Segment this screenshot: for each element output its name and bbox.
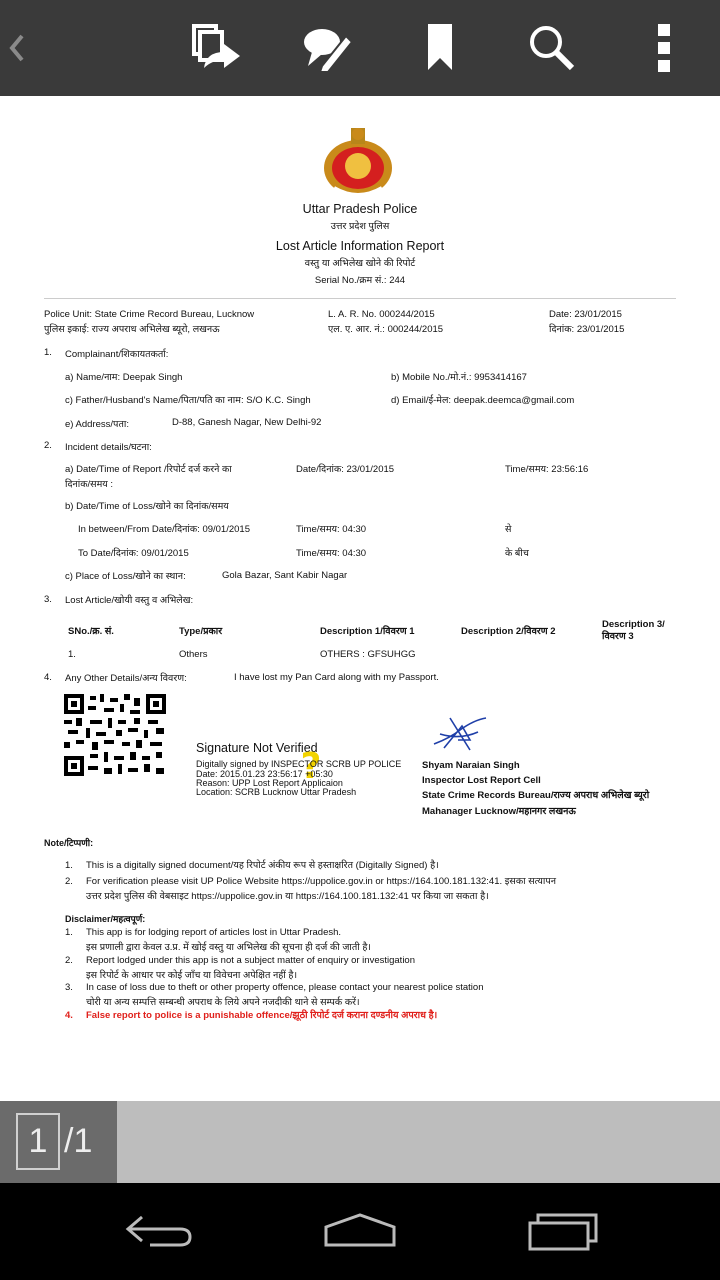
- note-item-line: उत्तर प्रदेश पुलिस की वेबसाइट https://uppolice.gov.in या https://164.100.181.132:41 पर किया जा सकता है।: [86, 891, 489, 902]
- note-item-line: This is a digitally signed document/यह रिपोर्ट अंकीय रूप से हस्ताक्षरित (Digitally Signed) है।: [86, 860, 439, 871]
- section-number: 2.: [44, 440, 52, 451]
- loss-time-label: b) Date/Time of Loss/खोने का दिनांक/समय: [65, 501, 229, 512]
- note-item-number: 2.: [65, 876, 73, 887]
- total-pages: /1: [64, 1122, 93, 1160]
- header-divider: [44, 298, 676, 299]
- org-name-en: Uttar Pradesh Police: [302, 202, 418, 216]
- back-arrow-icon[interactable]: [120, 1205, 200, 1255]
- disclaimer-heading: Disclaimer/महत्वपूर्ण:: [65, 914, 146, 924]
- section-number: 4.: [44, 672, 52, 683]
- table-cell-type: Others: [179, 649, 208, 660]
- report-time-value: Time/समय: 23:56:16: [505, 464, 589, 475]
- address-label: e) Address/पता:: [65, 419, 129, 430]
- police-unit-hi: पुलिस इकाई: राज्य अपराध अभिलेख ब्यूरो, लखनऊ: [44, 324, 220, 335]
- false-report-warning: False report to police is a punishable offence/झूठी रिपोर्ट दर्ज कराना दण्डनीय अपराध है।: [86, 1010, 438, 1021]
- serial-number: Serial No./क्रम सं.: 244: [314, 275, 406, 286]
- disclaimer-item-line: इस रिपोर्ट के आधार पर कोई जाँच या विवेचना अपेक्षित नहीं है।: [86, 970, 298, 981]
- page-indicator[interactable]: [0, 1101, 117, 1183]
- page-thumbnail-strip[interactable]: [0, 1101, 720, 1183]
- report-date-value: Date/दिनांक: 23/01/2015: [296, 464, 395, 475]
- officer-department: State Crime Records Bureau/राज्य अपराध अभिलेख ब्यूरो: [422, 790, 650, 801]
- signature-signed-by: Digitally signed by INSPECTOR SCRB UP POLICE: [196, 759, 402, 769]
- loss-from-time: Time/समय: 04:30: [296, 524, 367, 535]
- table-header-desc1: Description 1/विवरण 1: [320, 626, 415, 637]
- other-details-label: Any Other Details/अन्य विवरण:: [65, 673, 187, 684]
- search-icon[interactable]: [526, 22, 578, 74]
- complainant-father: c) Father/Husband's Name/पिता/पति का नाम: S/O K.C. Singh: [65, 395, 311, 406]
- share-document-icon[interactable]: [190, 22, 242, 74]
- disclaimer-item-line: Report lodged under this app is not a subject matter of enquiry or investigation: [86, 955, 415, 966]
- section-number: 1.: [44, 347, 52, 358]
- complainant-heading: Complainant/शिकायतकर्ता:: [65, 349, 169, 360]
- document-page: [0, 96, 720, 1101]
- note-item-line: For verification please visit UP Police Website https://uppolice.gov.in or https://164.100.181.132:41. इसका सत्यापन: [86, 876, 557, 887]
- disclaimer-item-number: 1.: [65, 927, 73, 938]
- note-item-number: 1.: [65, 860, 73, 871]
- annotate-comment-icon[interactable]: [302, 22, 354, 74]
- svg-text:?: ?: [300, 746, 322, 784]
- disclaimer-item-number: 3.: [65, 982, 73, 993]
- disclaimer-item-line: This app is for lodging report of articles lost in Uttar Pradesh.: [86, 927, 342, 938]
- report-date-hi: दिनांक: 23/01/2015: [549, 324, 625, 335]
- officer-title: Inspector Lost Report Cell: [422, 775, 541, 786]
- table-header-desc2: Description 2/विवरण 2: [461, 626, 556, 637]
- loss-from-suffix: से: [505, 524, 512, 535]
- report-title-hi: वस्तु या अभिलेख खोने की रिपोर्ट: [304, 258, 416, 269]
- qr-code-icon: [64, 694, 166, 776]
- signature-date: Date: 2015.01.23 23:56:17 +05:30: [196, 769, 333, 779]
- bookmark-icon[interactable]: [414, 22, 466, 74]
- section-number: 3.: [44, 594, 52, 605]
- table-cell-desc1: OTHERS : GFSUHGG: [320, 649, 416, 660]
- disclaimer-item-number: 2.: [65, 955, 73, 966]
- police-unit-en: Police Unit: State Crime Record Bureau, Lucknow: [44, 309, 255, 320]
- other-details-value: I have lost my Pan Card along with my Passport.: [234, 672, 439, 683]
- table-header-sno: SNo./क्र. सं.: [68, 626, 114, 637]
- officer-location: Mahanager Lucknow/महानगर लखनऊ: [422, 806, 576, 817]
- loss-to-time: Time/समय: 04:30: [296, 548, 367, 559]
- report-title-en: Lost Article Information Report: [275, 239, 445, 253]
- complainant-email: d) Email/ई-मेल: deepak.deemca@gmail.com: [391, 395, 575, 406]
- report-time-label-1: a) Date/Time of Report /रिपोर्ट दर्ज करने का: [65, 464, 232, 475]
- table-header-type: Type/प्रकार: [179, 626, 223, 637]
- signature-status: Signature Not Verified: [196, 741, 318, 755]
- lar-number-en: L. A. R. No. 000244/2015: [328, 309, 435, 320]
- complainant-name: a) Name/नाम: Deepak Singh: [65, 372, 183, 383]
- loss-to-date: To Date/दिनांक: 09/01/2015: [78, 548, 189, 559]
- report-date-en: Date: 23/01/2015: [549, 309, 622, 320]
- handwritten-signature-icon: [430, 710, 490, 754]
- home-icon[interactable]: [320, 1205, 400, 1255]
- complainant-mobile: b) Mobile No./मो.नं.: 9953414167: [391, 372, 527, 383]
- org-name-hi: उत्तर प्रदेश पुलिस: [330, 221, 390, 232]
- place-value: Gola Bazar, Sant Kabir Nagar: [222, 570, 348, 581]
- lost-article-heading: Lost Article/खोयी वस्तु व अभिलेख:: [65, 595, 194, 606]
- note-heading: Note/टिप्पणी:: [44, 838, 94, 848]
- toolbar: [0, 0, 720, 96]
- table-header-desc3: Description 3/विवरण 3: [602, 619, 665, 642]
- recent-apps-icon[interactable]: [524, 1205, 604, 1255]
- overflow-menu-icon[interactable]: [640, 22, 692, 74]
- signature-location: Location: SCRB Lucknow Uttar Pradesh: [196, 787, 357, 797]
- back-chevron-icon[interactable]: [4, 28, 28, 68]
- disclaimer-item-line: In case of loss due to theft or other property offence, please contact your nearest police station: [86, 982, 484, 993]
- system-navigation-bar: [0, 1183, 720, 1280]
- address-value: D-88, Ganesh Nagar, New Delhi-92: [172, 417, 322, 428]
- disclaimer-item-line: इस प्रणाली द्वारा केवल उ.प्र. में खोई वस्तु या अभिलेख की सूचना ही दर्ज की जाती है।: [86, 942, 372, 953]
- loss-from-date: In between/From Date/दिनांक: 09/01/2015: [78, 524, 250, 535]
- loss-to-suffix: के बीच: [505, 548, 529, 559]
- disclaimer-item-number: 4.: [65, 1010, 73, 1021]
- disclaimer-item-line: चोरी या अन्य सम्पत्ति सम्बन्धी अपराध के लिये अपने नजदीकी थाने से सम्पर्क करें।: [86, 997, 360, 1008]
- report-time-label-2: दिनांक/समय :: [65, 479, 114, 490]
- table-cell-sno: 1.: [68, 649, 76, 660]
- up-police-emblem-icon: [320, 124, 396, 200]
- current-page-number[interactable]: 1: [16, 1113, 60, 1170]
- signature-reason: Reason: UPP Lost Report Applicaion: [196, 778, 343, 788]
- place-label: c) Place of Loss/खोने का स्थान:: [65, 571, 186, 582]
- officer-name: Shyam Naraian Singh: [422, 760, 520, 771]
- incident-heading: Incident details/घटना:: [65, 442, 152, 453]
- lar-number-hi: एल. ए. आर. नं.: 000244/2015: [328, 324, 444, 335]
